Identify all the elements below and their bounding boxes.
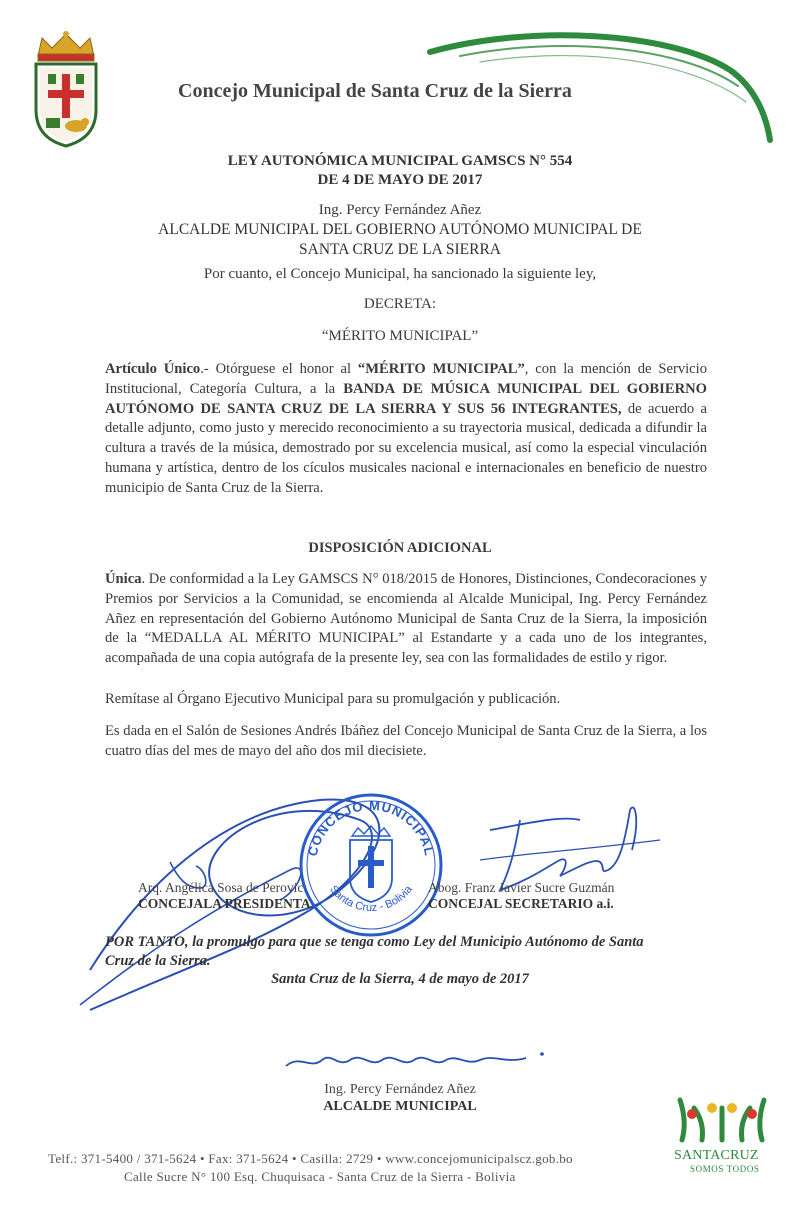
decree-subject: “MÉRITO MUNICIPAL” bbox=[321, 328, 479, 344]
mayor-name: Ing. Percy Fernández Añez bbox=[324, 1082, 476, 1097]
preamble: Por cuanto, el Concejo Municipal, ha sancionado la siguiente ley, bbox=[203, 266, 597, 282]
mayor-name-intro: Ing. Percy Fernández Añez bbox=[318, 202, 482, 218]
right-signatory-name: Abog. Franz Javier Sucre Guzmán bbox=[428, 880, 615, 895]
given-paragraph: Es dada en el Salón de Sesiones Andrés Ibáñez del Concejo Municipal de Santa Cruz de la Sierra, a los cuatro días del mes de mayo del año dos mil diecisiete. bbox=[105, 723, 707, 759]
left-signatory-name: Arq. Angélica Sosa de Perovic bbox=[138, 880, 304, 895]
article-text-1: .- Otórguese el honor al bbox=[200, 361, 358, 377]
law-number: LEY AUTONÓMICA MUNICIPAL GAMSCS N° 554 bbox=[227, 153, 573, 169]
left-signatory-role: CONCEJALA PRESIDENTA bbox=[138, 896, 311, 911]
brand-name: SANTACRUZ bbox=[674, 1148, 759, 1163]
seal-bottom-text: Santa Cruz - Bolivia bbox=[327, 883, 415, 915]
additional-heading: DISPOSICIÓN ADICIONAL bbox=[308, 540, 492, 556]
mayor-title-line2: SANTA CRUZ DE LA SIERRA bbox=[299, 241, 501, 258]
mayor-role: ALCALDE MUNICIPAL bbox=[323, 1099, 477, 1114]
article-paragraph bbox=[105, 360, 707, 499]
article-bold-2: BANDA DE MÚSICA MUNICIPAL DEL GOBIERNO AUTÓNOMO DE SANTA CRUZ DE LA SIERRA Y SUS 56 INTEGRANTES, bbox=[105, 380, 707, 417]
article-label: Artículo Único bbox=[105, 361, 201, 377]
header-title: Concejo Municipal de Santa Cruz de la Sierra bbox=[178, 80, 572, 102]
remit-paragraph: Remítase al Órgano Ejecutivo Municipal para su promulgación y publicación. bbox=[105, 691, 561, 707]
municipal-seal-icon bbox=[296, 790, 446, 940]
promulgation-text: POR TANTO, la promulgo para que se tenga como Ley del Municipio Autónomo de Santa Cruz de la Sierra. bbox=[105, 934, 644, 969]
seal-top-text: CONCEJO MUNICIPAL bbox=[304, 797, 438, 858]
right-signatory-role: CONCEJAL SECRETARIO a.i. bbox=[428, 896, 614, 911]
mayor-title-line1: ALCALDE MUNICIPAL DEL GOBIERNO AUTÓNOMO MUNICIPAL DE bbox=[158, 221, 642, 238]
additional-paragraph bbox=[105, 570, 707, 669]
footer-contact: Telf.: 371-5400 / 371-5624 • Fax: 371-5624 • Casilla: 2729 • www.concejomunicipalscz.gob.bo bbox=[48, 1151, 573, 1166]
mayor-signature-icon bbox=[280, 1046, 560, 1076]
article-bold-1: “MÉRITO MUNICIPAL” bbox=[357, 361, 525, 377]
law-date: DE 4 DE MAYO DE 2017 bbox=[317, 172, 483, 188]
article-text-2: , con la mención de Servicio Institucional, Categoría Cultura, a la bbox=[105, 361, 708, 397]
article-text-3: de acuerdo a detalle adjunto, como justo y merecido reconocimiento a su trayectoria musical, dedicada a difundir la cultura a través de la música, demostrado por su excelencia musical, así como la especial vinculación humana y artística, dentro de los cículos musicales nacional e internacionales en beneficio de nuestro municipio de Santa Cruz de la Sierra. bbox=[105, 400, 707, 496]
coat-of-arms-icon bbox=[28, 30, 104, 148]
footer-address: Calle Sucre N° 100 Esq. Chuquisaca - Santa Cruz de la Sierra - Bolivia bbox=[124, 1169, 516, 1184]
santa-cruz-people-logo-icon bbox=[672, 1090, 772, 1150]
additional-text: . De conformidad a la Ley GAMSCS N° 018/2015 de Honores, Distinciones, Condecoraciones y Premios por Servicios a la Comunidad, se encomienda al Alcalde Municipal, Ing. Percy Fernández Añez en representación del Gobierno Autónomo Municipal de Santa Cruz de la Sierra, la imposición de la “MEDALLA AL MÉRITO MUNICIPAL” al Estandarte y a cada uno de los integrantes, acompañada de una copia autógrafa de la presente ley, sea con las formalidades de estilo y rigor. bbox=[105, 571, 707, 667]
promulgation-place-date: Santa Cruz de la Sierra, 4 de mayo de 2017 bbox=[271, 971, 529, 987]
brand-tagline: SOMOS TODOS bbox=[690, 1164, 760, 1174]
decree-heading: DECRETA: bbox=[363, 296, 437, 312]
additional-label: Única bbox=[105, 571, 142, 587]
